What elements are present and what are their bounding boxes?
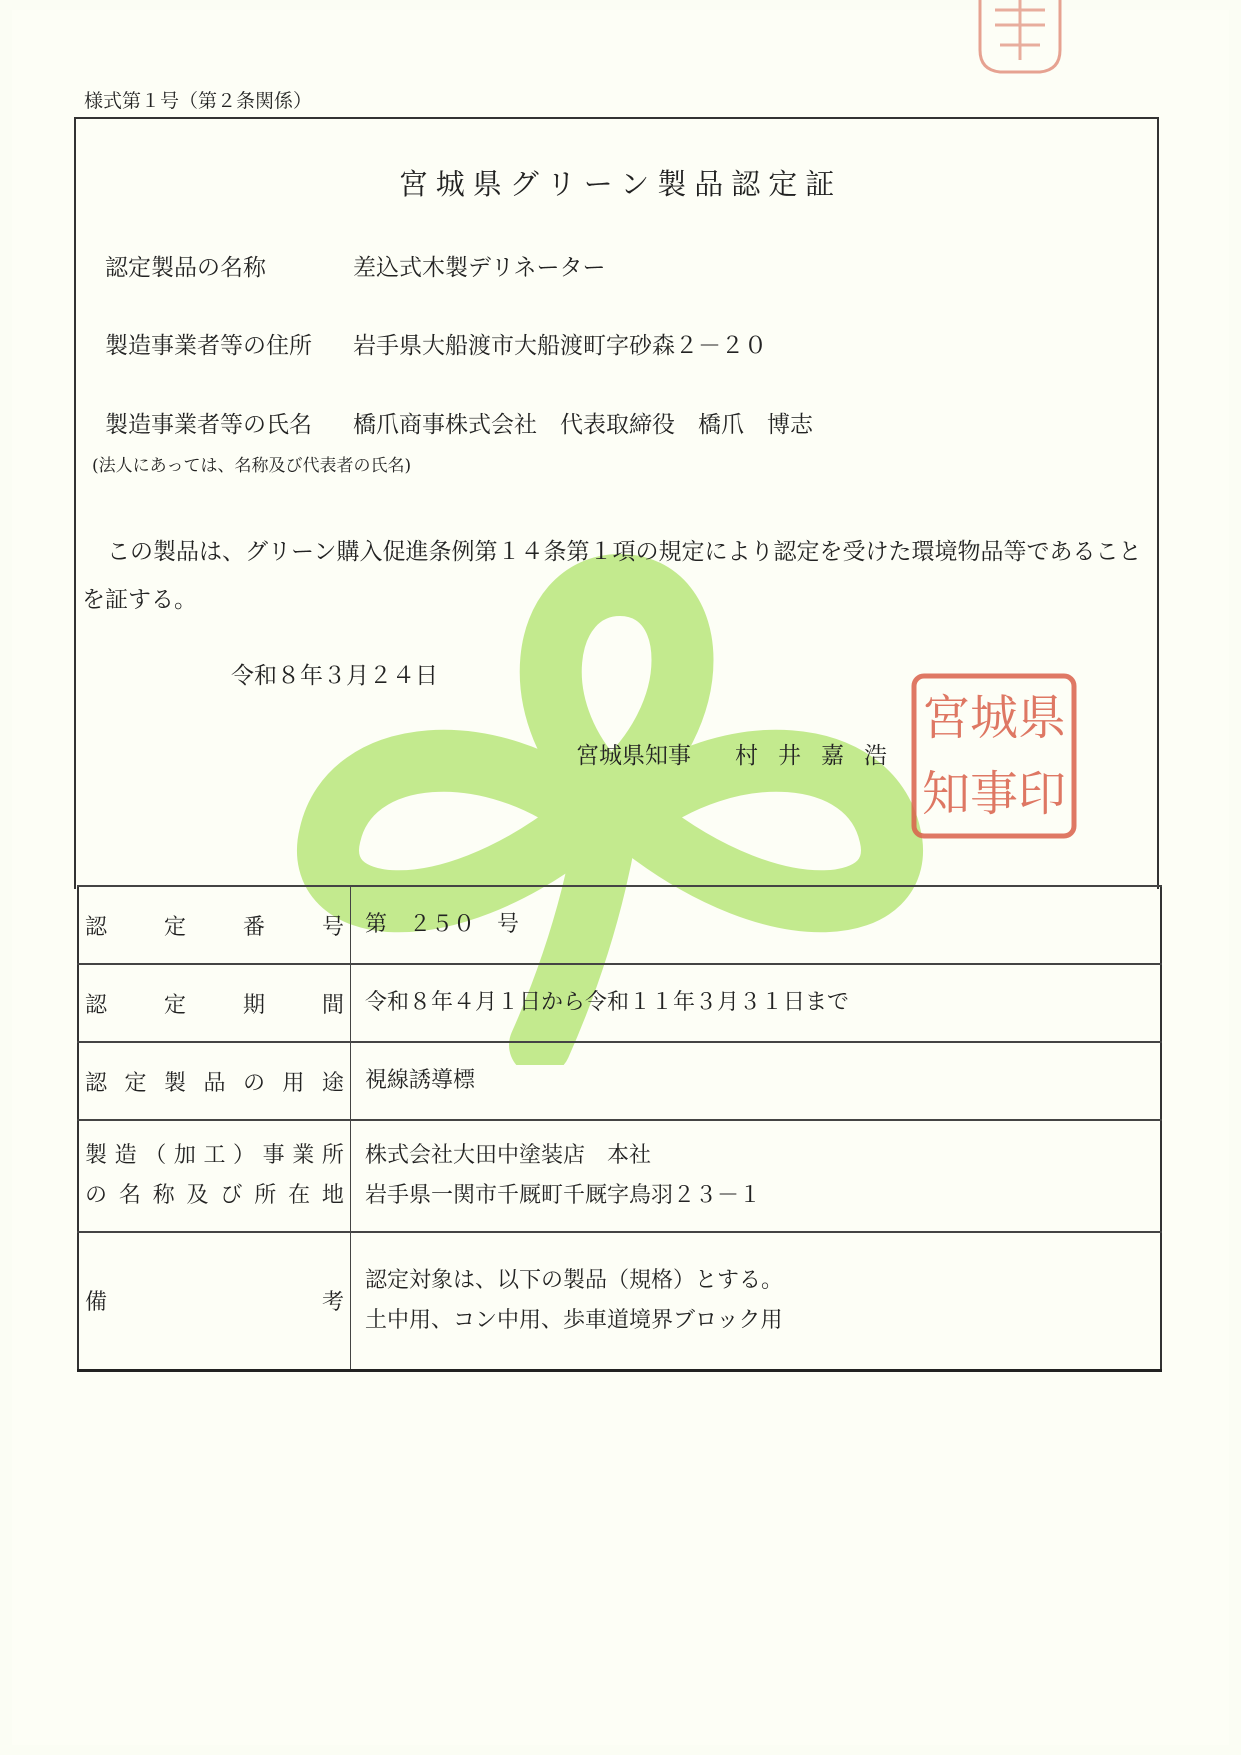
label-char: ） <box>233 1143 256 1168</box>
seal-char: 印 <box>1017 766 1067 822</box>
row-value <box>351 1232 1162 1370</box>
field-label: 認定製品の名称 <box>105 255 266 281</box>
label-char: の <box>242 1070 265 1096</box>
label-char: 定 <box>163 992 186 1018</box>
issuer <box>576 737 907 770</box>
seal-char: 事 <box>969 766 1019 822</box>
label-char: 所 <box>254 1183 277 1208</box>
label-char: 事 <box>262 1143 285 1168</box>
row-label <box>78 964 351 1042</box>
row-value-line: 第 ２５０ 号 <box>365 912 520 937</box>
label-char: 期 <box>242 992 265 1018</box>
row-value-line: 視線誘導標 <box>365 1068 476 1093</box>
table-row <box>78 1232 1161 1370</box>
row-value-line: 認定対象は、以下の製品（規格）とする。 <box>365 1267 784 1293</box>
issuer-title: 宮城県知事 <box>576 743 691 769</box>
label-char: 加 <box>173 1143 196 1168</box>
label-char: 称 <box>152 1183 175 1208</box>
certification-statement: この製品は、グリーン購入促進条例第１４条第１項の規定により認定を受けた環境物品等であることを証する。 <box>82 539 1142 613</box>
label-char: （ <box>144 1143 167 1168</box>
row-label-text <box>85 910 344 941</box>
label-char: 認 <box>85 992 108 1018</box>
field-label: 製造事業者等の住所 <box>105 333 312 359</box>
field-value: 差込式木製デリネーター <box>353 255 606 281</box>
row-label-text <box>85 988 344 1019</box>
row-value-line: 株式会社大田中塗装店 本社 <box>365 1143 652 1168</box>
row-value <box>351 886 1162 964</box>
row-value-line: 令和８年４月１日から令和１１年３月３１日まで <box>365 990 850 1015</box>
label-char: 号 <box>321 914 344 940</box>
row-label <box>78 1232 351 1370</box>
field-value: 岩手県大船渡市大船渡町字砂森２－２０ <box>353 333 767 359</box>
row-value <box>351 1042 1162 1120</box>
row-label-text <box>85 1176 344 1216</box>
seal-char: 県 <box>1017 690 1067 746</box>
row-label <box>78 1120 351 1232</box>
label-char: 途 <box>321 1070 344 1096</box>
issuer-name: 村井嘉浩 <box>735 743 907 769</box>
name-note: (法人にあっては、名称及び代表者の氏名) <box>92 456 412 476</box>
top-stamp-mark <box>975 0 1065 80</box>
label-char: 在 <box>288 1183 311 1208</box>
label-char: 間 <box>321 992 344 1018</box>
row-label-text <box>85 1136 344 1176</box>
field-label: 製造事業者等の氏名 <box>105 412 312 438</box>
label-char: 認 <box>85 914 108 940</box>
label-char: び <box>220 1183 243 1208</box>
row-label <box>78 1042 351 1120</box>
label-char: 製 <box>85 1143 108 1168</box>
seal-char: 宮 <box>921 690 971 746</box>
seal-char: 城 <box>969 690 1019 746</box>
label-char: 工 <box>203 1143 226 1168</box>
label-char: 製 <box>163 1070 186 1096</box>
row-value-line: 土中用、コン中用、歩車道境界ブロック用 <box>365 1307 783 1333</box>
certificate-title: 宮城県グリーン製品認定証 <box>398 167 843 201</box>
table-row <box>78 886 1161 964</box>
row-label-text <box>85 1285 344 1316</box>
label-char: 地 <box>321 1183 344 1208</box>
label-char: 名 <box>118 1183 141 1208</box>
label-char: 定 <box>124 1070 147 1096</box>
label-char: 業 <box>292 1143 315 1168</box>
label-char: の <box>85 1183 108 1208</box>
label-char: 造 <box>114 1143 137 1168</box>
seal-char: 知 <box>921 766 971 822</box>
row-label <box>78 886 351 964</box>
field-value: 橋爪商事株式会社 代表取締役 橋爪 博志 <box>353 412 813 438</box>
label-char: 番 <box>242 914 265 940</box>
table-row <box>78 1120 1161 1232</box>
row-value <box>351 1120 1162 1232</box>
certification-details-table <box>77 885 1162 1372</box>
governor-seal-icon <box>910 672 1078 840</box>
form-number: 様式第１号（第２条関係） <box>84 90 313 112</box>
label-char: 用 <box>282 1070 305 1096</box>
label-char: 及 <box>186 1183 209 1208</box>
label-char: 品 <box>203 1070 226 1096</box>
issue-date: 令和８年３月２４日 <box>231 663 438 689</box>
label-char: 備 <box>85 1290 108 1316</box>
row-label-text <box>85 1066 344 1097</box>
row-value-line: 岩手県一関市千厩町千厩字鳥羽２３－１ <box>365 1183 762 1208</box>
table-row <box>78 1042 1161 1120</box>
label-char: 所 <box>321 1143 344 1168</box>
label-char: 考 <box>321 1290 344 1316</box>
label-char: 定 <box>163 914 186 940</box>
table-row <box>78 964 1161 1042</box>
label-char: 認 <box>85 1070 108 1096</box>
row-value <box>351 964 1162 1042</box>
